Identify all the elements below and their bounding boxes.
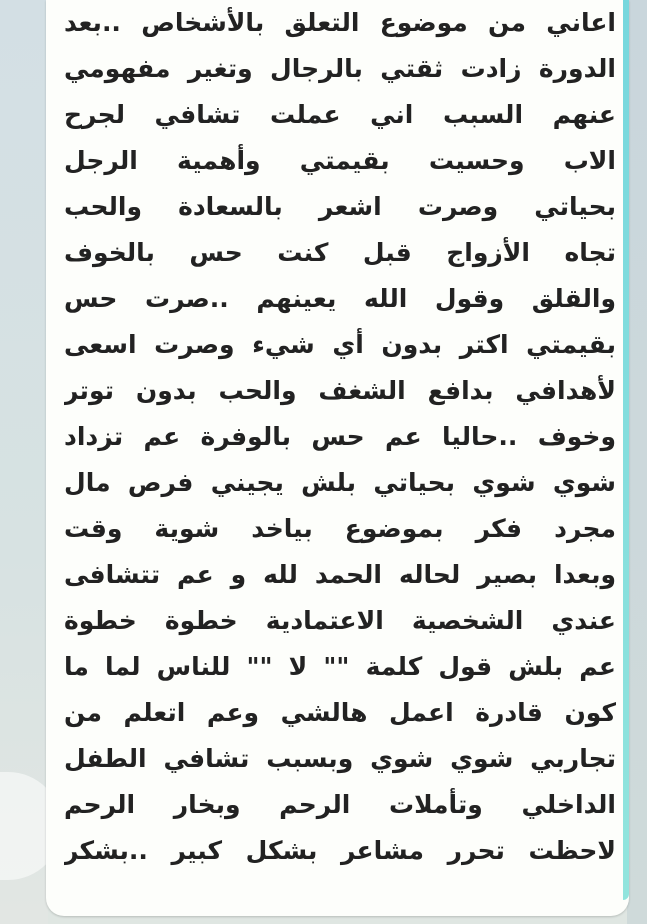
bubble-accent-edge xyxy=(623,0,629,900)
message-line: عنهم السبب اني عملت تشافي لجرح xyxy=(64,100,616,129)
message-line: تجاربي شوي شوي وبسبب تشافي الطفل xyxy=(64,744,616,773)
message-line: الاب وحسيت بقيمتي وأهمية الرجل xyxy=(64,146,616,175)
message-line: كون قادرة اعمل هالشي وعم اتعلم من xyxy=(64,698,616,727)
message-line: مجرد فكر بموضوع بياخد شوية وقت xyxy=(64,514,616,543)
message-line: الداخلي وتأملات الرحم وبخار الرحم xyxy=(64,790,616,819)
message-line: وبعدا بصير لحاله الحمد لله و عم تتشافى xyxy=(64,560,616,589)
message-line: بحياتي وصرت اشعر بالسعادة والحب xyxy=(64,192,616,221)
message-line: الدورة زادت ثقتي بالرجال وتغير مفهومي xyxy=(64,54,616,83)
message-line: لأهدافي بدافع الشغف والحب بدون توتر xyxy=(64,376,616,405)
message-line: تجاه الأزواج قبل كنت حس بالخوف xyxy=(64,238,616,267)
chat-background-right xyxy=(627,0,647,924)
message-line: عم بلش قول كلمة "" لا "" للناس لما ما xyxy=(64,652,616,681)
message-text xyxy=(64,0,616,874)
message-line: شوي شوي بحياتي بلش يجيني فرص مال xyxy=(64,468,616,497)
message-line: لاحظت تحرر مشاعر بشكل كبير ..بشكر xyxy=(64,836,616,865)
message-line: وخوف ..حاليا عم حس بالوفرة عم تزداد xyxy=(64,422,616,451)
message-line: اعاني من موضوع التعلق بالأشخاص ..بعد xyxy=(64,8,616,37)
message-line: بقيمتي اكتر بدون أي شيء وصرت اسعى xyxy=(64,330,616,359)
message-line: عندي الشخصية الاعتمادية خطوة خطوة xyxy=(64,606,616,635)
message-line: والقلق وقول الله يعينهم ..صرت حس xyxy=(64,284,616,313)
message-bubble[interactable] xyxy=(46,0,629,916)
